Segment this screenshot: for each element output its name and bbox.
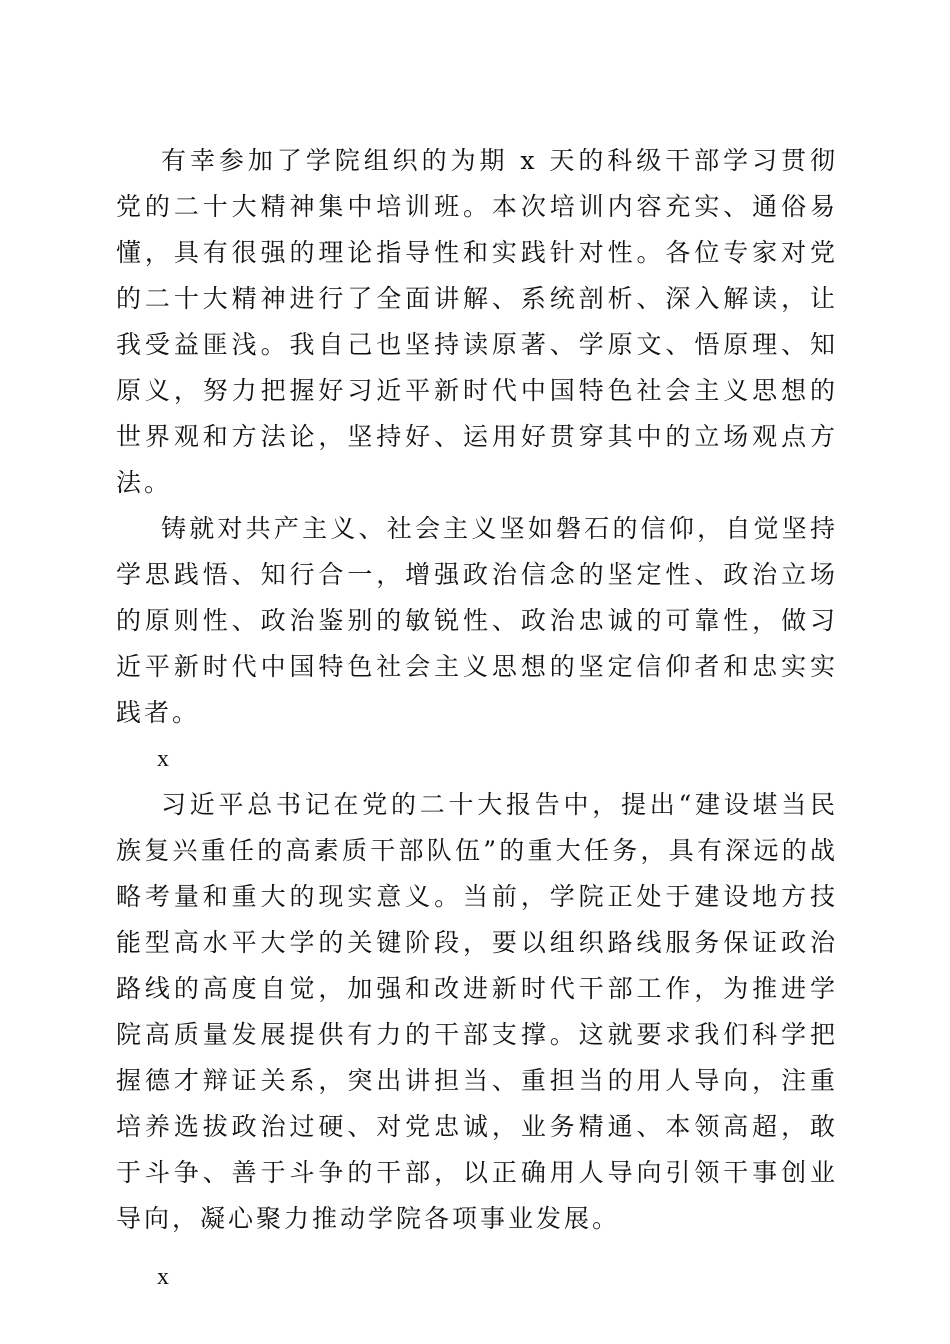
placeholder-marker: x [157, 746, 169, 772]
paragraph-belief: 铸就对共产主义、社会主义坚如磐石的信仰，自觉坚持学思践悟、知行合一，增强政治信念的坚定性、政治立场的原则性、政治鉴别的敏锐性、政治忠诚的可靠性，做习近平新时代中国特色社会主义思想的坚定信仰者和忠实实践者。 [116, 514, 838, 727]
spacer [116, 1242, 838, 1254]
placeholder-marker: x [157, 1264, 169, 1290]
paragraph-cadre-team: 习近平总书记在党的二十大报告中，提出“建设堪当民族复兴重任的高素质干部队伍”的重大任务，具有深远的战略考量和重大的现实意义。当前，学院正处于建设地方技能型高水平大学的关键阶段，要以组织路线服务保证政治路线的高度自觉，加强和改进新时代干部工作，为推进学院高质量发展提供有力的干部支撑。这就要求我们科学把握德才辩证关系，突出讲担当、重担当的用人导向，注重培养选拔政治过硬、对党忠诚，业务精通、本领高超，敢于斗争、善于斗争的干部，以正确用人导向引领干事创业导向，凝心聚力推动学院各项事业发展。 [116, 790, 838, 1233]
document-body [116, 138, 838, 1300]
paragraph-training-summary: 有幸参加了学院组织的为期 x 天的科级干部学习贯彻党的二十大精神集中培训班。本次培训内容充实、通俗易懂，具有很强的理论指导性和实践针对性。各位专家对党的二十大精神进行了全面讲解、系统剖析、深入解读，让我受益匪浅。我自己也坚持读原著、学原文、悟原理、知原义，努力把握好习近平新时代中国特色社会主义思想的世界观和方法论，坚持好、运用好贯穿其中的立场观点方法。 [116, 146, 838, 497]
